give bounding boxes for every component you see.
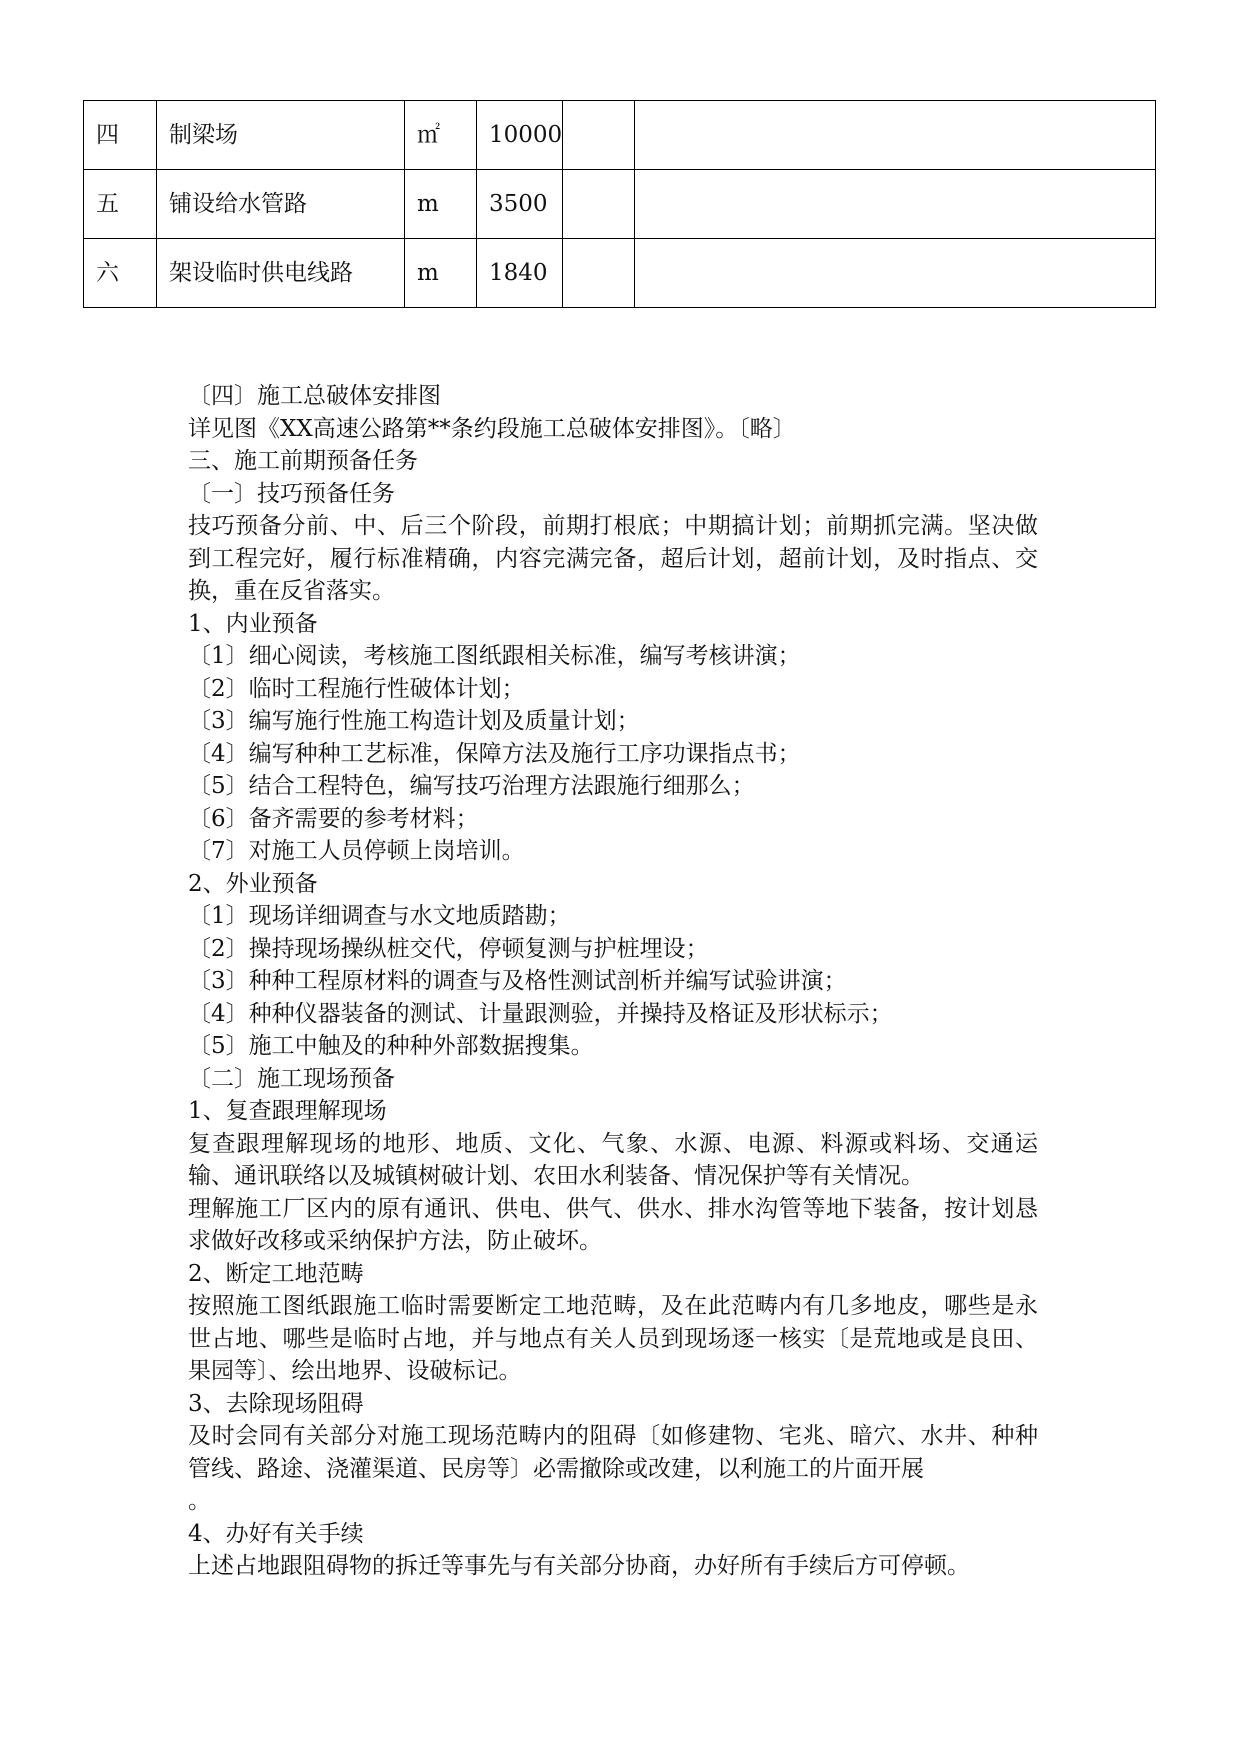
- row-item: 制梁场: [157, 101, 405, 170]
- paragraph: 理解施工厂区内的原有通讯、供电、供气、供水、排水沟管等地下装备，按计划恳求做好改移或采纳保护方法，防止破坏。: [188, 1195, 1038, 1254]
- list-item: 〔4〕编写种种工艺标准，保障方法及施行工序功课指点书；: [188, 740, 801, 767]
- list-item: 〔2〕临时工程施行性破体计划；: [188, 675, 525, 702]
- list-item: 〔3〕编写施行性施工构造计划及质量计划；: [188, 708, 640, 734]
- row-empty-cell: [635, 101, 1156, 170]
- paragraph: 及时会同有关部分对施工现场范畴内的阻碍〔如修建物、宅兆、暗穴、水井、种种管线、路途、浇灌渠道、民房等〕必需撤除或改建，以利施工的片面开展: [188, 1423, 1038, 1482]
- section-heading: 〔四〕施工总破体安排图: [188, 383, 441, 409]
- row-index: 四: [84, 101, 157, 170]
- list-item: 〔7〕对施工人员停顿上岗培训。: [188, 838, 525, 864]
- subsection-heading: 1、内业预备: [188, 610, 318, 637]
- list-item: 〔2〕操持现场操纵桩交代，停顿复测与护桩埋设；: [188, 935, 709, 962]
- list-item: 〔3〕种种工程原材料的调查与及格性测试剖析并编写试验讲演；: [188, 968, 847, 994]
- row-quantity: 3500: [477, 170, 563, 239]
- subsection-heading: 2、断定工地范畴: [188, 1260, 364, 1287]
- list-item: 〔5〕结合工程特色，编写技巧治理方法跟施行细那么；: [188, 773, 755, 799]
- subsection-heading: 2、外业预备: [188, 870, 318, 897]
- paragraph: 按照施工图纸跟施工临时需要断定工地范畴，及在此范畴内有几多地皮，哪些是永世占地、哪些是临时占地，并与地点有关人员到现场逐一核实〔是荒地或是良田、果园等〕、绘出地界、设破标记。: [188, 1293, 1038, 1384]
- row-unit: ㎡: [405, 101, 477, 170]
- subsection-heading: 3、去除现场阻碍: [188, 1390, 364, 1417]
- quantity-table: [83, 100, 1156, 308]
- row-empty-cell: [563, 170, 635, 239]
- row-unit: m: [405, 239, 477, 308]
- list-item: 〔4〕种种仪器装备的测试、计量跟测验，并操持及格证及形状标示；: [188, 1000, 893, 1027]
- section-heading: 〔二〕施工现场预备: [188, 1065, 395, 1092]
- paragraph: 详见图《XX高速公路第**条约段施工总破体安排图》。〔略〕: [188, 415, 796, 442]
- row-index: 六: [84, 239, 157, 308]
- paragraph: 。: [188, 1488, 211, 1514]
- row-item: 铺设给水管路: [157, 170, 405, 239]
- table-row: [84, 239, 1156, 308]
- table-row: [84, 170, 1156, 239]
- section-heading: 三、施工前期预备任务: [188, 448, 418, 474]
- row-quantity: 1840: [477, 239, 563, 308]
- list-item: 〔1〕现场详细调查与水文地质踏勘；: [188, 903, 571, 929]
- subsection-heading: 4、办好有关手续: [188, 1520, 364, 1547]
- paragraph: 复查跟理解现场的地形、地质、文化、气象、水源、电源、料源或料场、交通运输、通讯联络以及城镇树破计划、农田水利装备、情况保护等有关情况。: [188, 1130, 1038, 1189]
- row-empty-cell: [635, 170, 1156, 239]
- subsection-heading: 1、复查跟理解现场: [188, 1098, 387, 1124]
- paragraph: 技巧预备分前、中、后三个阶段，前期打根底；中期搞计划；前期抓完满。坚决做到工程完好，履行标准精确，内容完满完备，超后计划，超前计划，及时指点、交换，重在反省落实。: [188, 513, 1038, 604]
- section-heading: 〔一〕技巧预备任务: [188, 480, 395, 507]
- table-row: [84, 101, 1156, 170]
- list-item: 〔5〕施工中触及的种种外部数据搜集。: [188, 1033, 594, 1059]
- row-item: 架设临时供电线路: [157, 239, 405, 308]
- row-empty-cell: [563, 239, 635, 308]
- list-item: 〔6〕备齐需要的参考材料；: [188, 805, 479, 832]
- list-item: 〔1〕细心阅读，考核施工图纸跟相关标准，编写考核讲演；: [188, 643, 801, 669]
- row-empty-cell: [635, 239, 1156, 308]
- row-index: 五: [84, 170, 157, 239]
- row-empty-cell: [563, 101, 635, 170]
- row-quantity: 10000: [477, 101, 563, 170]
- paragraph: 上述占地跟阻碍物的拆迁等事先与有关部分协商，办好所有手续后方可停顿。: [188, 1553, 970, 1579]
- document-body: [188, 380, 1038, 1583]
- row-unit: m: [405, 170, 477, 239]
